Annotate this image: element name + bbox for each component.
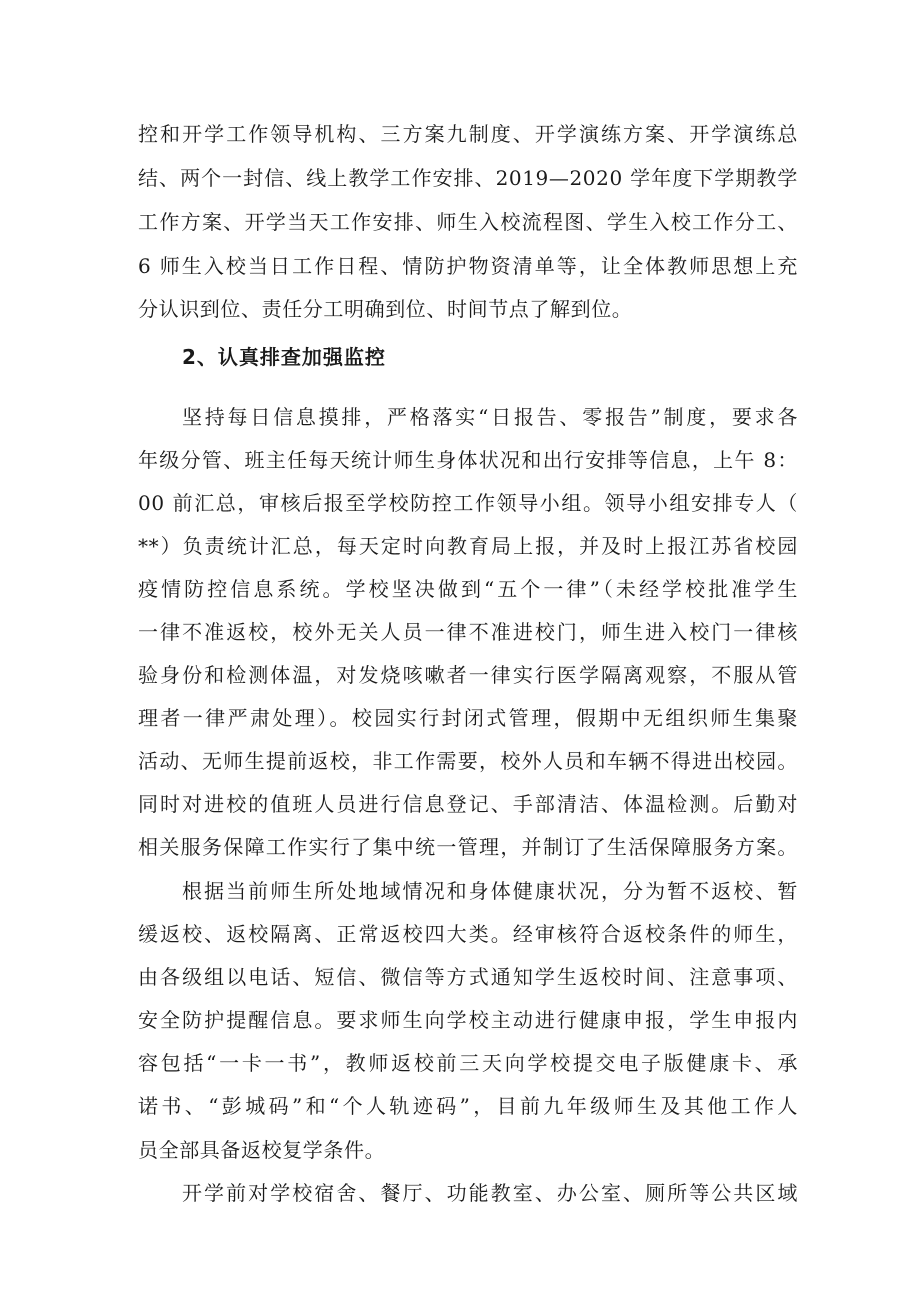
paragraph-line: 开学前对学校宿舍、餐厅、功能教室、办公室、厕所等公共区域 bbox=[182, 1181, 798, 1205]
paragraph-line: 6 师生入校当日工作日程、情防护物资清单等，让全体教师思想上充 bbox=[138, 254, 798, 278]
paragraph-line: 安全防护提醒信息。要求师生向学校主动进行健康申报，学生申报内 bbox=[138, 1008, 798, 1032]
paragraph-line: 工作方案、开学当天工作安排、师生入校流程图、学生入校工作分工、 bbox=[138, 210, 798, 234]
paragraph-line: 容包括“一卡一书”，教师返校前三天向学校提交电子版健康卡、承 bbox=[138, 1051, 798, 1075]
paragraph-line: 员全部具备返校复学条件。 bbox=[138, 1138, 386, 1162]
paragraph-line: 控和开学工作领导机构、三方案九制度、开学演练方案、开学演练总 bbox=[138, 122, 798, 146]
paragraph-line: **）负责统计汇总，每天定时向教育局上报，并及时上报江苏省校园 bbox=[138, 534, 798, 558]
paragraph-line: 由各级组以电话、短信、微信等方式通知学生返校时间、注意事项、 bbox=[138, 965, 798, 989]
paragraph-line: 诺书、“彭城码”和“个人轨迹码”，目前九年级师生及其他工作人 bbox=[138, 1094, 798, 1118]
paragraph-line: 缓返校、返校隔离、正常返校四大类。经审核符合返校条件的师生， bbox=[138, 922, 798, 946]
paragraph-line: 分认识到位、责任分工明确到位、时间节点了解到位。 bbox=[138, 297, 633, 321]
paragraph-line: 根据当前师生所处地域情况和身体健康状况，分为暂不返校、暂 bbox=[182, 879, 798, 903]
paragraph-line: 一律不准返校，校外无关人员一律不准进校门，师生进入校门一律核 bbox=[138, 620, 798, 644]
paragraph-line: 00 前汇总，审核后报至学校防控工作领导小组。领导小组安排专人（ bbox=[138, 491, 798, 515]
paragraph-line: 验身份和检测体温，对发烧咳嗽者一律实行医学隔离观察，不服从管 bbox=[138, 663, 798, 687]
paragraph-line: 疫情防控信息系统。学校坚决做到“五个一律”（未经学校批准学生 bbox=[138, 577, 798, 601]
paragraph-line: 理者一律严肃处理）。校园实行封闭式管理，假期中无组织师生集聚 bbox=[138, 706, 798, 730]
paragraph-line: 年级分管、班主任每天统计师生身体状况和出行安排等信息，上午 8： bbox=[138, 448, 798, 472]
paragraph-line: 同时对进校的值班人员进行信息登记、手部清洁、体温检测。后勤对 bbox=[138, 792, 798, 816]
paragraph-line: 结、两个一封信、线上教学工作安排、2019—2020 学年度下学期教学 bbox=[138, 166, 798, 190]
section-heading: 2、认真排查加强监控 bbox=[182, 345, 386, 369]
paragraph-line: 坚持每日信息摸排，严格落实“日报告、零报告”制度，要求各 bbox=[182, 405, 798, 429]
paragraph-line: 活动、无师生提前返校，非工作需要，校外人员和车辆不得进出校园。 bbox=[138, 749, 798, 773]
paragraph-line: 相关服务保障工作实行了集中统一管理，并制订了生活保障服务方案。 bbox=[138, 835, 798, 859]
